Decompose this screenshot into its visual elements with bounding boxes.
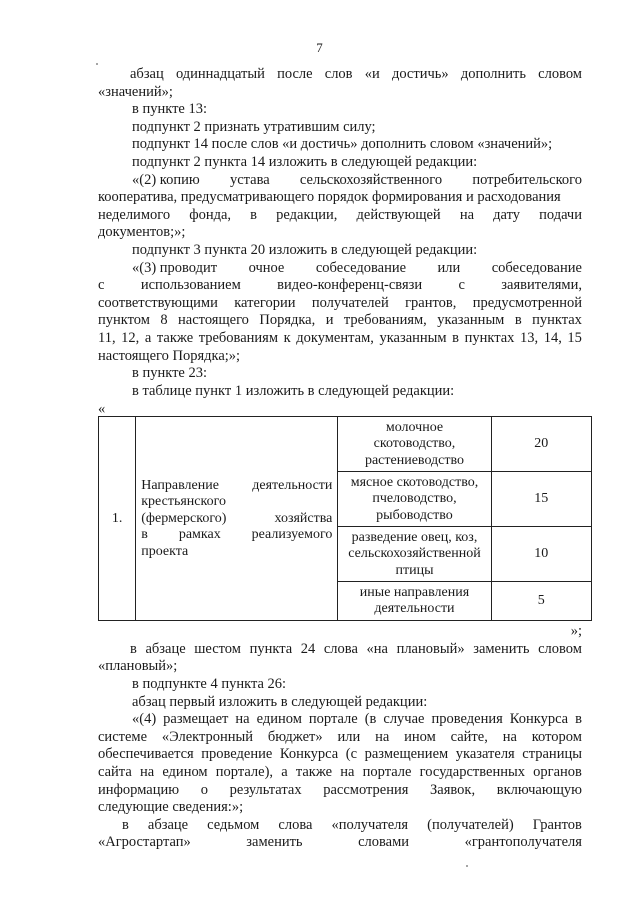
text-line: в пункте 13: xyxy=(132,101,208,118)
text-line xyxy=(98,295,582,313)
description-line xyxy=(141,494,332,511)
word: (с xyxy=(345,746,358,763)
word: документам, xyxy=(296,329,374,346)
word: в xyxy=(575,711,582,728)
text-line xyxy=(98,729,582,747)
text-line xyxy=(98,277,582,295)
word: 15 xyxy=(567,329,582,346)
text-line xyxy=(98,711,582,729)
word: после xyxy=(277,66,313,82)
word: устава xyxy=(229,171,270,188)
word: 11, xyxy=(98,329,116,346)
word: портале), xyxy=(215,764,274,781)
activity-line: иные направления xyxy=(359,584,470,600)
word: результатах xyxy=(229,781,302,798)
activity-cell xyxy=(338,582,491,621)
word: в xyxy=(141,527,148,543)
activity-cell xyxy=(338,527,491,582)
word: в xyxy=(452,329,460,346)
activity-line: птицы xyxy=(395,562,434,578)
word: «(3) проводит xyxy=(132,259,218,276)
word: «Агростартап» xyxy=(98,834,191,851)
word: а xyxy=(281,764,288,781)
word: шестом xyxy=(194,640,241,657)
word: 13, xyxy=(520,329,539,346)
word: «на xyxy=(366,640,388,657)
word: плановый» xyxy=(396,640,465,657)
open-quote: « xyxy=(98,401,106,418)
close-quote: »; xyxy=(570,623,582,640)
word: в xyxy=(130,640,137,657)
word: также xyxy=(156,329,194,346)
word: пункта xyxy=(249,640,293,657)
text-line xyxy=(98,746,582,764)
activity-line: растениеводство xyxy=(364,452,465,468)
text-line xyxy=(98,330,582,348)
word: сайте, xyxy=(450,728,488,745)
activity-line: рыбоводство xyxy=(376,507,453,523)
word: словом xyxy=(538,66,582,82)
word: бюджет» xyxy=(267,728,323,745)
word: 24 xyxy=(300,640,316,657)
word: «получателя xyxy=(331,816,409,833)
word: информацию xyxy=(98,781,180,798)
word: о xyxy=(200,781,208,798)
word: собеседование xyxy=(315,259,407,276)
word: достичь» xyxy=(391,66,449,82)
activity-line: пчеловодство, xyxy=(372,491,457,507)
word: использованием xyxy=(140,277,241,294)
word: на xyxy=(459,206,475,223)
word: неделимого xyxy=(98,206,171,223)
word: соответствующими xyxy=(98,294,218,311)
word: на xyxy=(340,764,355,781)
word: настоящего xyxy=(178,312,249,329)
description-cell xyxy=(136,417,338,621)
description-line xyxy=(141,544,332,561)
activity-line: деятельности xyxy=(374,601,455,617)
word: категории xyxy=(234,294,296,311)
word: ином xyxy=(404,728,436,745)
points-cell: 20 xyxy=(491,417,591,472)
word: портале xyxy=(362,764,412,781)
text-line: настоящего Порядка;»; xyxy=(98,347,241,364)
word: Порядка, xyxy=(259,312,316,329)
word: случае xyxy=(383,711,425,728)
description-line xyxy=(141,511,332,528)
scan-dot xyxy=(466,865,468,867)
activity-line: мясное скотоводство, xyxy=(350,474,479,490)
points-cell: 10 xyxy=(491,527,591,582)
word: сайта xyxy=(98,764,132,781)
table-row xyxy=(99,417,592,472)
word: слов xyxy=(324,66,353,82)
text-line: подпункт 2 пункта 14 изложить в следующей редакции: xyxy=(132,153,478,170)
word: грантов, xyxy=(405,294,457,311)
word: деятельности xyxy=(252,477,333,493)
word: размещением xyxy=(364,746,449,763)
text-line: следующие сведения:»; xyxy=(98,799,244,816)
word: страницы xyxy=(522,746,582,763)
word: проведения xyxy=(431,711,503,728)
word: указателя xyxy=(455,746,515,763)
text-before-table xyxy=(98,66,582,400)
word: редакции, xyxy=(276,206,338,223)
points-cell: 15 xyxy=(491,472,591,527)
word: на xyxy=(502,728,517,745)
word: портале xyxy=(308,711,358,728)
word: (в xyxy=(364,711,377,728)
text-line xyxy=(98,817,582,835)
word: словами xyxy=(358,834,410,851)
word: включающую xyxy=(496,781,582,798)
word: потребительского xyxy=(472,171,582,188)
word: «и xyxy=(364,66,380,82)
text-line: в пункте 23: xyxy=(132,365,208,382)
word: «грантополучателя xyxy=(464,834,582,851)
word: проведение xyxy=(201,746,273,763)
text-after-table xyxy=(98,641,582,852)
word: седьмом xyxy=(207,816,260,833)
text-line xyxy=(98,172,582,190)
word: Конкурса xyxy=(509,711,569,728)
activity-line: разведение овец, коз, xyxy=(351,529,478,545)
word: слова xyxy=(323,640,358,657)
word: проекта xyxy=(141,543,189,559)
word: на xyxy=(375,728,390,745)
word: в xyxy=(122,816,129,833)
word: указанным xyxy=(437,312,505,329)
word: сельскохозяйственного xyxy=(299,171,443,188)
word: на xyxy=(139,764,155,781)
word: или xyxy=(437,259,461,276)
text-line: подпункт 14 после слов «и достичь» дополнить словом «значений»; xyxy=(132,136,553,153)
word: действующей xyxy=(356,206,441,223)
word: Грантов xyxy=(532,816,582,833)
text-line: подпункт 2 признать утратившим силу; xyxy=(132,118,376,135)
word: с xyxy=(458,277,465,294)
word: слова xyxy=(278,816,313,833)
text-line: подпункт 3 пункта 20 изложить в следующей редакции: xyxy=(132,241,478,258)
word: органов xyxy=(533,764,582,781)
description-line xyxy=(141,478,332,495)
word: абзац xyxy=(130,66,164,82)
word: словом xyxy=(538,640,582,657)
text-line xyxy=(98,641,582,659)
word: одиннадцатый xyxy=(175,66,265,82)
word: государственных xyxy=(419,764,525,781)
word: пунктах xyxy=(464,329,515,346)
word: указанным xyxy=(379,329,447,346)
text-line: «значений»; xyxy=(98,83,173,100)
text-line: в подпункте 4 пункта 26: xyxy=(132,676,287,693)
word: «(2) копию xyxy=(132,171,200,188)
word: дополнить xyxy=(460,66,526,82)
word: крестьянского xyxy=(141,494,226,510)
word: предусмотренной xyxy=(472,294,582,311)
word: заменить xyxy=(473,640,530,657)
grant-points-table xyxy=(98,416,592,621)
word: едином xyxy=(256,711,302,728)
word: «(4) xyxy=(132,711,157,728)
activity-cell xyxy=(338,472,491,527)
document-body xyxy=(98,66,582,852)
text-line xyxy=(98,312,582,330)
word: заявителями, xyxy=(501,277,582,294)
word: (фермерского) xyxy=(141,510,227,526)
word: и xyxy=(325,312,334,329)
text-line xyxy=(98,260,582,278)
activity-line: сельскохозяйственной xyxy=(348,546,481,562)
text-line: документов;»; xyxy=(98,224,186,241)
word: абзаце xyxy=(145,640,186,657)
word: хозяйства xyxy=(274,510,333,526)
word: размещает xyxy=(163,711,229,728)
word: Конкурса xyxy=(279,746,339,763)
word: Направление xyxy=(141,477,219,493)
text-line: в таблице пункт 1 изложить в следующей редакции: xyxy=(132,382,455,399)
word: также xyxy=(295,764,333,781)
word: Заявок, xyxy=(430,781,476,798)
word: собеседование xyxy=(491,259,582,276)
word: едином xyxy=(162,764,208,781)
word: дату xyxy=(493,206,520,223)
word: котором xyxy=(531,728,582,745)
word: реализуемого xyxy=(251,527,333,543)
activity-line: скотоводство, xyxy=(373,436,456,452)
word: к xyxy=(283,329,291,346)
text-line xyxy=(98,66,582,84)
word: или xyxy=(337,728,361,745)
activity-line: молочное xyxy=(385,419,444,435)
word: «Электронный xyxy=(161,728,254,745)
text-line xyxy=(98,764,582,782)
word: очное xyxy=(248,259,285,276)
text-line: кооператива, предусматривающего порядок формирования и расходования xyxy=(98,189,561,206)
word: пунктах xyxy=(532,312,582,329)
word: рассмотрения xyxy=(323,781,409,798)
word: на xyxy=(235,711,250,728)
word: получателей xyxy=(311,294,389,311)
text-line xyxy=(98,834,582,852)
word: фонда, xyxy=(189,206,232,223)
word: а xyxy=(144,329,152,346)
word: видео-конференц-связи xyxy=(277,277,423,294)
activity-cell xyxy=(338,417,491,472)
word: рамках xyxy=(178,527,221,543)
points-cell: 5 xyxy=(491,582,591,621)
word: обеспечивается xyxy=(98,746,194,763)
text-line: «плановый»; xyxy=(98,658,178,675)
word: заменить xyxy=(246,834,303,851)
description-line xyxy=(141,527,332,544)
word: требованиям, xyxy=(343,312,427,329)
word: системе xyxy=(98,728,148,745)
row-number-cell: 1. xyxy=(99,417,136,621)
text-line xyxy=(98,207,582,225)
word: с xyxy=(98,277,105,294)
text-line xyxy=(98,782,582,800)
text-line: абзац первый изложить в следующей редакции: xyxy=(132,693,428,710)
page-number: 7 xyxy=(316,40,323,55)
word: 8 xyxy=(160,312,168,329)
word: (получателей) xyxy=(427,816,514,833)
word: абзаце xyxy=(147,816,189,833)
word: требованиям xyxy=(198,329,279,346)
word: пунктом xyxy=(98,312,150,329)
word: подачи xyxy=(539,206,582,223)
word: в xyxy=(514,312,522,329)
word: 14, xyxy=(543,329,562,346)
word: в xyxy=(250,206,258,223)
word: 12, xyxy=(121,329,140,346)
scan-dot xyxy=(96,63,98,65)
